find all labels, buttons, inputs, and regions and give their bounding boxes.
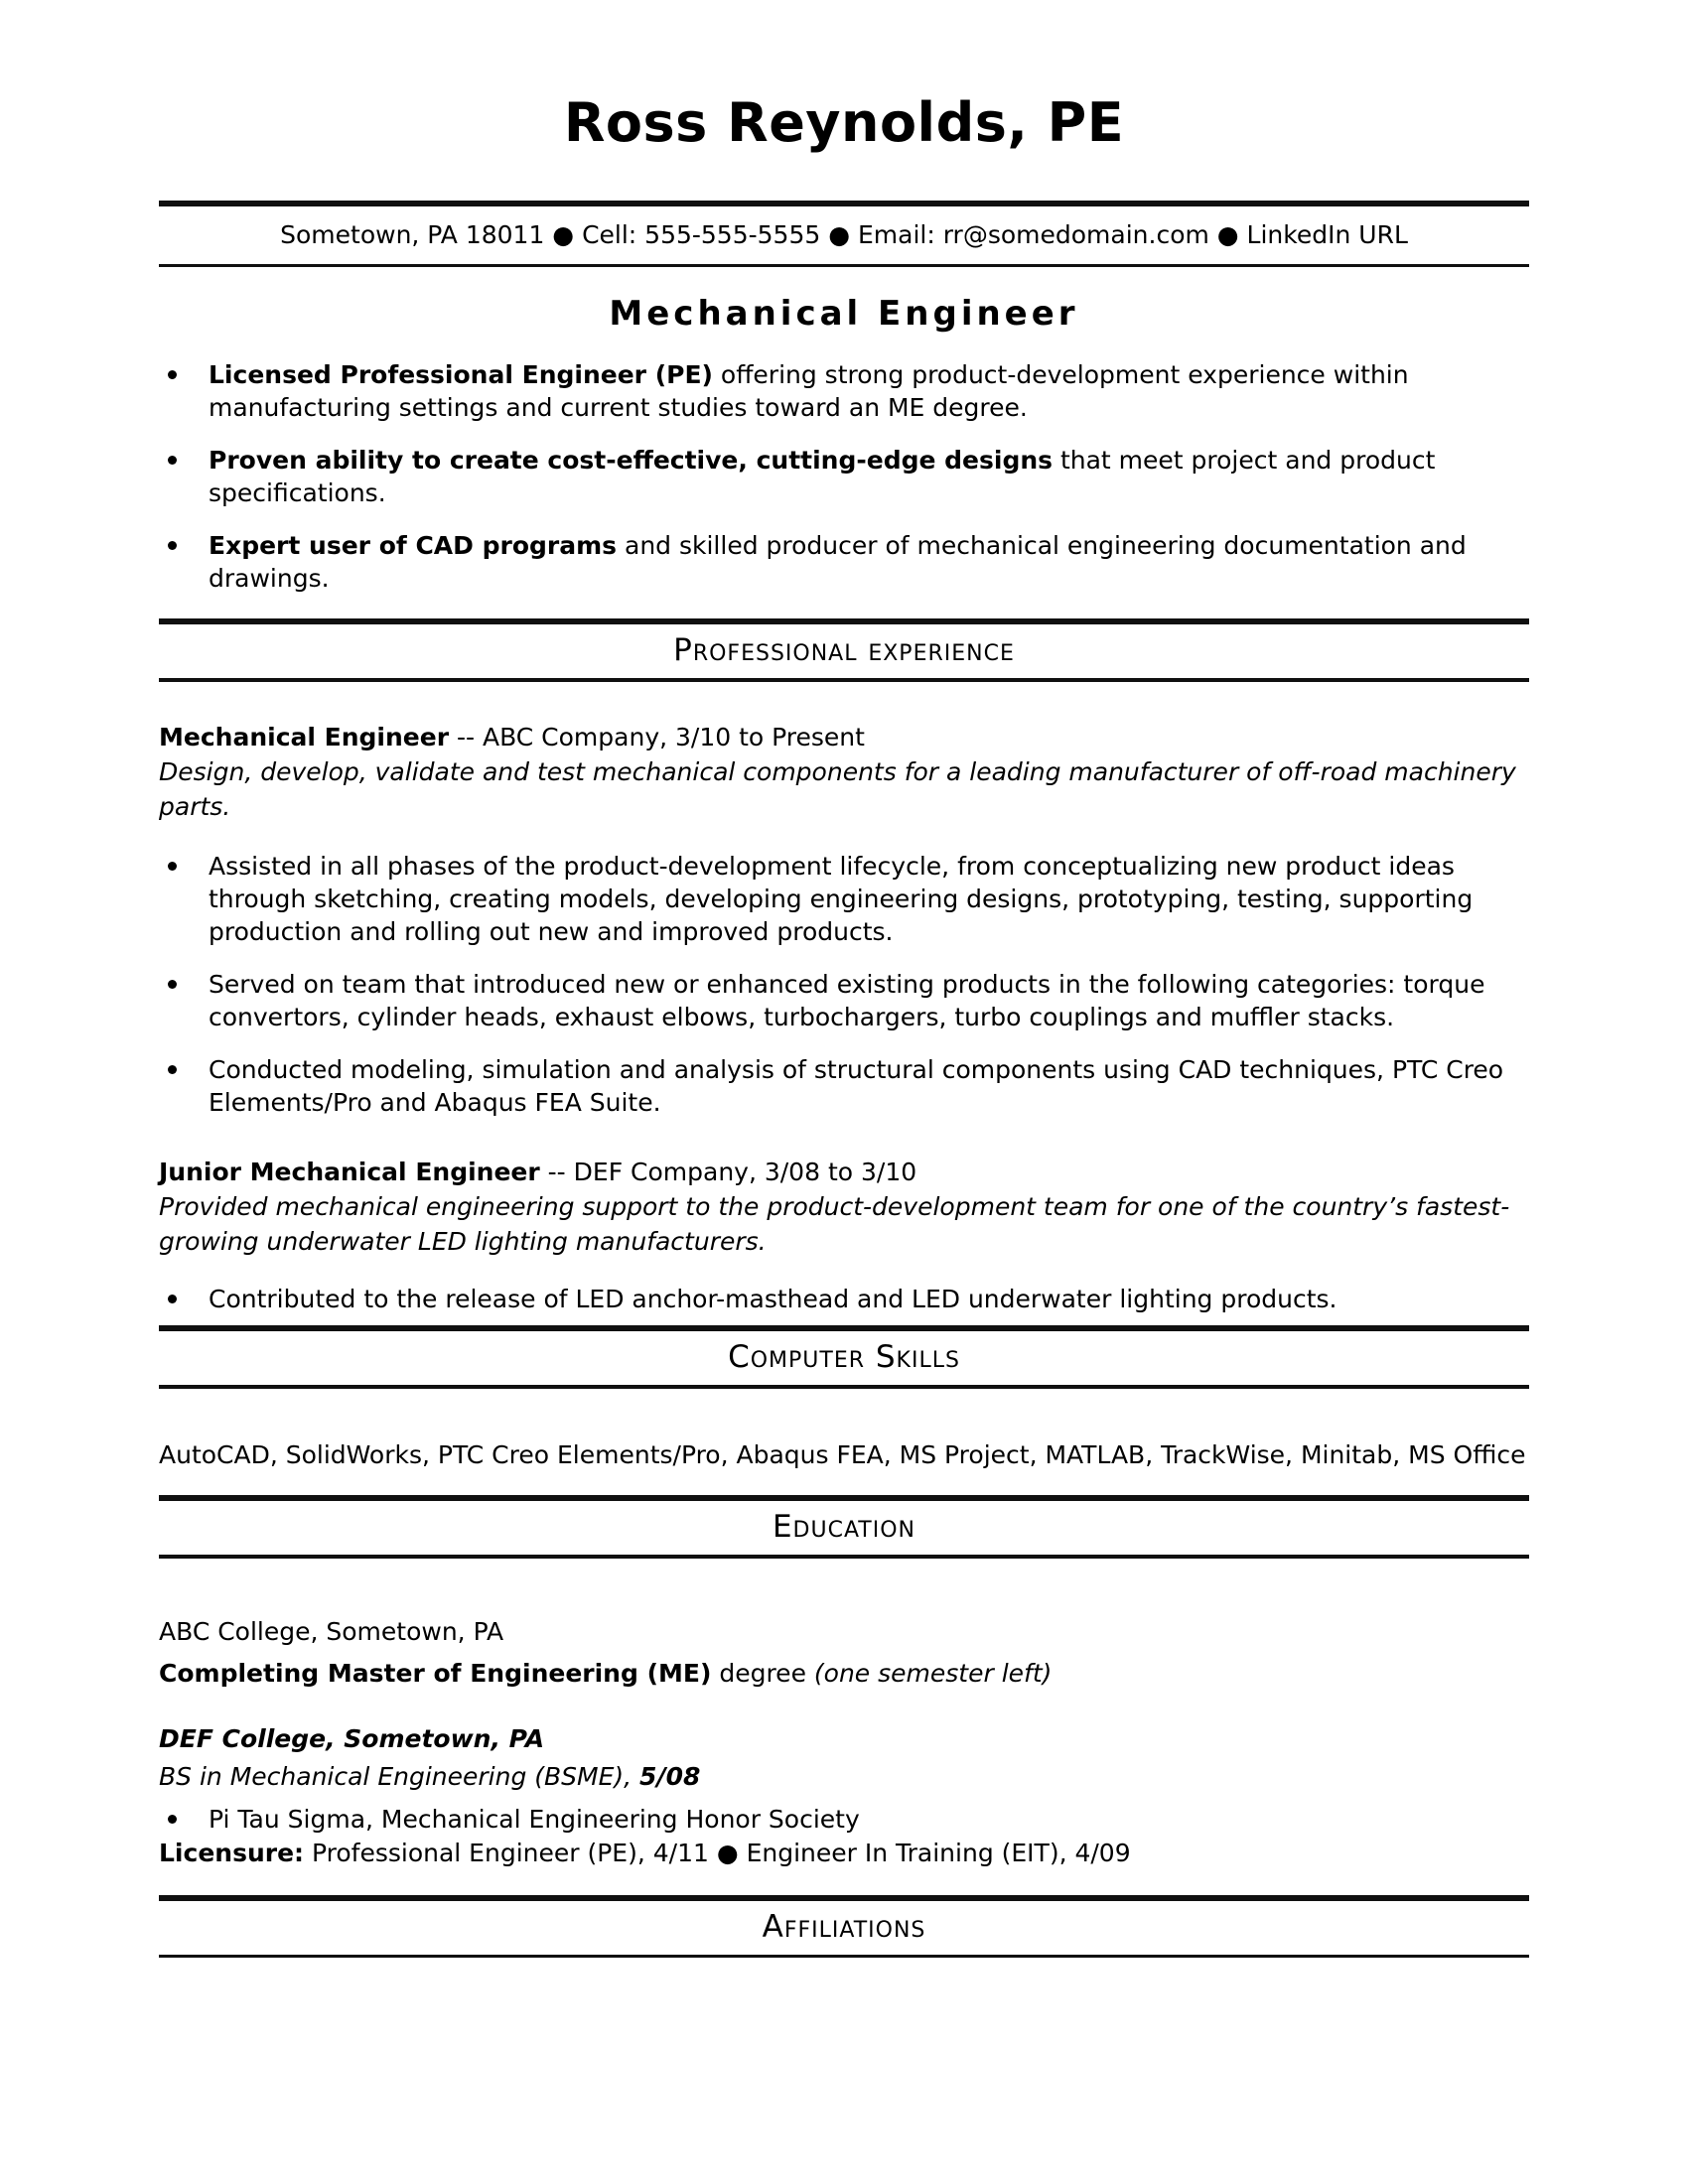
summary-lead: Expert user of CAD programs	[209, 531, 618, 560]
job-bullet: Assisted in all phases of the product-development lifecycle, from conceptualizing new product ideas through sketching, creating models, developing engineering designs, prototyping, testing, supporting production and rolling out new and improved products.	[159, 850, 1529, 948]
licensure-label: Licensure:	[159, 1839, 305, 1867]
summary-rest: that meet project and product specifications.	[209, 446, 1436, 507]
education-bullet-list	[159, 1803, 1529, 1836]
contact-line: Sometown, PA 18011 ● Cell: 555-555-5555 ● Email: rr@somedomain.com ● LinkedIn URL	[280, 220, 1408, 249]
summary-item	[159, 529, 1529, 595]
summary-lead: Licensed Professional Engineer (PE)	[209, 360, 713, 389]
summary-lead: Proven ability to create cost-effective, cutting-edge designs	[209, 446, 1054, 475]
job-bullet-list	[159, 850, 1529, 1119]
section-title: Professional experience	[673, 632, 1015, 668]
degree-date: 5/08	[639, 1762, 701, 1791]
job-meta: -- ABC Company, 3/10 to Present	[449, 723, 865, 751]
job-bullet-list	[159, 1283, 1529, 1315]
education-school: ABC College, Sometown, PA	[159, 1617, 504, 1646]
section-title: Computer Skills	[728, 1339, 960, 1375]
job-description: Design, develop, validate and test mechanical components for a leading manufacturer of off-road machinery parts.	[159, 757, 1516, 821]
job-title: Mechanical Engineer	[159, 723, 450, 751]
section-header-professional-experience	[159, 618, 1529, 682]
summary-item	[159, 444, 1529, 509]
summary-list	[159, 358, 1529, 595]
job-entry	[159, 1155, 1529, 1315]
job-bullet: Contributed to the release of LED anchor-masthead and LED underwater lighting products.	[159, 1283, 1529, 1315]
education-block	[159, 1614, 1529, 1871]
job-bullet: Conducted modeling, simulation and analysis of structural components using CAD techniques, PTC Creo Elements/Pro and Abaqus FEA Suite.	[159, 1053, 1529, 1119]
degree-note: (one semester left)	[813, 1659, 1053, 1688]
summary-rest: and skilled producer of mechanical engineering documentation and drawings.	[209, 531, 1467, 593]
job-entry	[159, 720, 1529, 1119]
job-meta: -- DEF Company, 3/08 to 3/10	[539, 1158, 917, 1186]
degree-name: BS in Mechanical Engineering (BSME),	[159, 1762, 640, 1791]
job-bullet: Served on team that introduced new or enhanced existing products in the following categories: torque convertors, cylinder heads, exhaust elbows, turbochargers, turbo couplings and muffler stacks.	[159, 968, 1529, 1033]
section-header-education	[159, 1495, 1529, 1559]
degree-mid: degree	[711, 1659, 814, 1688]
job-heading	[159, 720, 1529, 754]
resume-name: Ross Reynolds, PE	[563, 91, 1125, 154]
divider-thin	[159, 264, 1529, 267]
education-school: DEF College, Sometown, PA	[159, 1724, 545, 1753]
licensure-detail: Professional Engineer (PE), 4/11 ● Engineer In Training (EIT), 4/09	[304, 1839, 1131, 1867]
licensure-line	[159, 1836, 1529, 1871]
divider-mid	[159, 1555, 1529, 1559]
summary-rest: offering strong product-development experience within manufacturing settings and current studies toward an ME degree.	[209, 360, 1409, 422]
summary-item	[159, 358, 1529, 424]
job-description: Provided mechanical engineering support to the product-development team for one of the country’s fastest-growing underwater LED lighting manufacturers.	[159, 1192, 1510, 1256]
job-title: Junior Mechanical Engineer	[159, 1158, 540, 1186]
job-heading	[159, 1155, 1529, 1189]
section-header-computer-skills	[159, 1325, 1529, 1389]
section-title: Education	[772, 1509, 916, 1545]
education-bullet: Pi Tau Sigma, Mechanical Engineering Honor Society	[159, 1803, 1529, 1836]
education-degree	[159, 1759, 1529, 1795]
skills-list: AutoCAD, SolidWorks, PTC Creo Elements/Pro, Abaqus FEA, MS Project, MATLAB, TrackWise, Minitab, MS Office	[159, 1440, 1526, 1469]
target-job-title: Mechanical Engineer	[609, 294, 1079, 334]
degree-lead: Completing Master of Engineering (ME)	[159, 1659, 712, 1688]
divider-mid	[159, 1385, 1529, 1389]
section-header-affiliations	[159, 1895, 1529, 1958]
divider-mid	[159, 678, 1529, 682]
education-degree	[159, 1656, 1529, 1692]
section-title: Affiliations	[762, 1909, 926, 1945]
divider-thin	[159, 1955, 1529, 1958]
